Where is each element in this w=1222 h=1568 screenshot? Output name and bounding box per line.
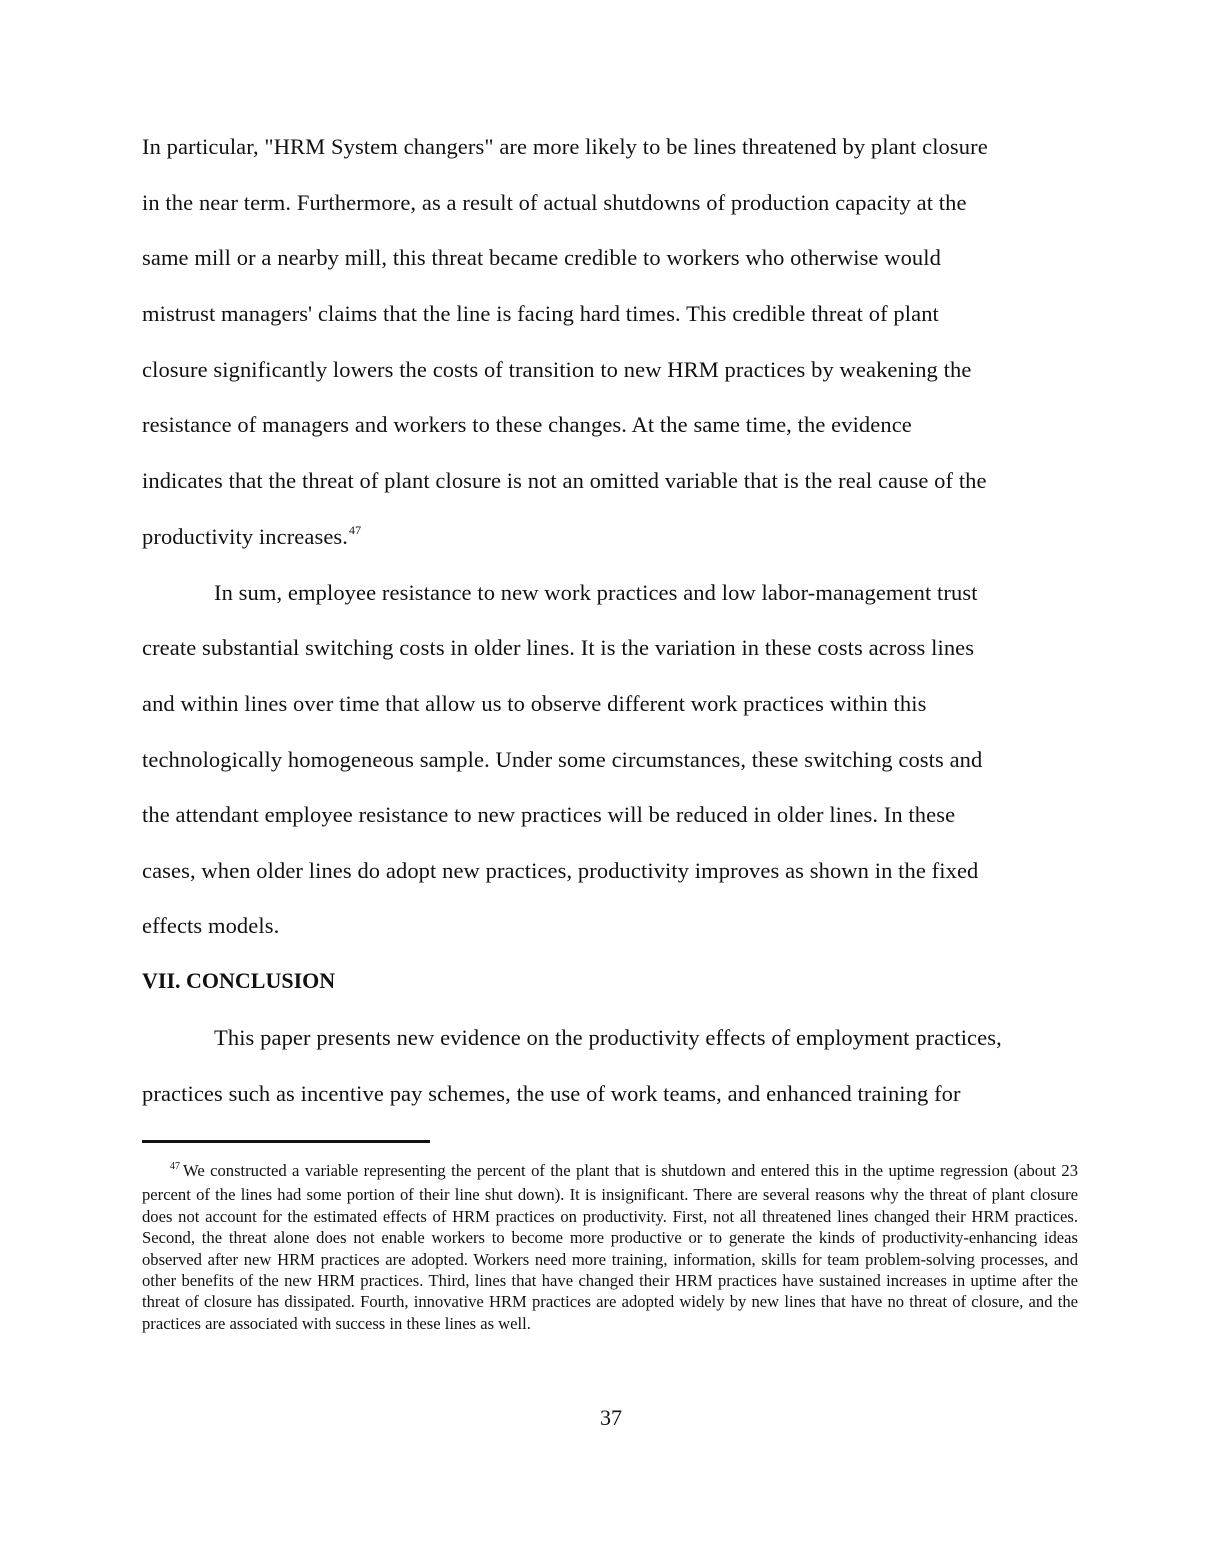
paragraph-2-line-5: the attendant employee resistance to new practices will be reduced in older lines. In these: [142, 802, 956, 827]
footnote-reference[interactable]: 47: [349, 523, 362, 537]
footnote-number: 47: [170, 1161, 180, 1172]
paragraph-1-line-8-text: productivity increases.: [142, 524, 348, 549]
paragraph-2-line-4: technologically homogeneous sample. Under some circumstances, these switching costs and: [142, 747, 983, 772]
paragraph-2-line-3: and within lines over time that allow us to observe different work practices within this: [142, 691, 927, 716]
paragraph-2-line-7: effects models.: [142, 913, 280, 938]
footnote: [142, 1160, 1078, 1334]
paragraph-3-line-1: This paper presents new evidence on the productivity effects of employment practices,: [214, 1025, 1002, 1050]
paragraph-1-line-6: resistance of managers and workers to these changes. At the same time, the evidence: [142, 412, 912, 437]
paragraph-1-line-1: In particular, "HRM System changers" are more likely to be lines threatened by plant closure: [142, 134, 988, 159]
page-number: 37: [600, 1405, 622, 1430]
paragraph-1-line-3: same mill or a nearby mill, this threat became credible to workers who otherwise would: [142, 245, 941, 270]
paragraph-1-line-4: mistrust managers' claims that the line is facing hard times. This credible threat of plant: [142, 301, 939, 326]
paragraph-2-line-1: In sum, employee resistance to new work practices and low labor-management trust: [214, 580, 978, 605]
paragraph-1-line-8: [142, 522, 361, 555]
paragraph-3-line-2: practices such as incentive pay schemes, the use of work teams, and enhanced training for: [142, 1081, 961, 1106]
footnote-separator: [142, 1140, 430, 1143]
paragraph-1-line-7: indicates that the threat of plant closure is not an omitted variable that is the real cause of the: [142, 468, 987, 493]
paragraph-1-line-5: closure significantly lowers the costs of transition to new HRM practices by weakening the: [142, 357, 972, 382]
paragraph-2-line-2: create substantial switching costs in older lines. It is the variation in these costs across lines: [142, 635, 975, 660]
paragraph-2-line-6: cases, when older lines do adopt new practices, productivity improves as shown in the fixed: [142, 858, 979, 883]
paragraph-1-line-2: in the near term. Furthermore, as a result of actual shutdowns of production capacity at the: [142, 190, 967, 215]
footnote-text: We constructed a variable representing the percent of the plant that is shutdown and entered this in the uptime regression (about 23 percent of the lines had some portion of their line shut down). It is insignificant. There are several reasons why the threat of plant closure does not account for the estimated effects of HRM practices on productivity. First, not all threatened lines changed their HRM practices. Second, the threat alone does not enable workers to become more productive or to generate the kinds of productivity-enhancing ideas observed after new HRM practices are adopted. Workers need more training, information, skills for team problem-solving processes, and other benefits of the new HRM practices. Third, lines that have changed their HRM practices have sustained increases in uptime after the threat of closure has dissipated. Fourth, innovative HRM practices are adopted widely by new lines that have no threat of closure, and the practices are associated with success in these lines as well.: [142, 1161, 1078, 1333]
section-heading: VII. CONCLUSION: [142, 968, 336, 993]
